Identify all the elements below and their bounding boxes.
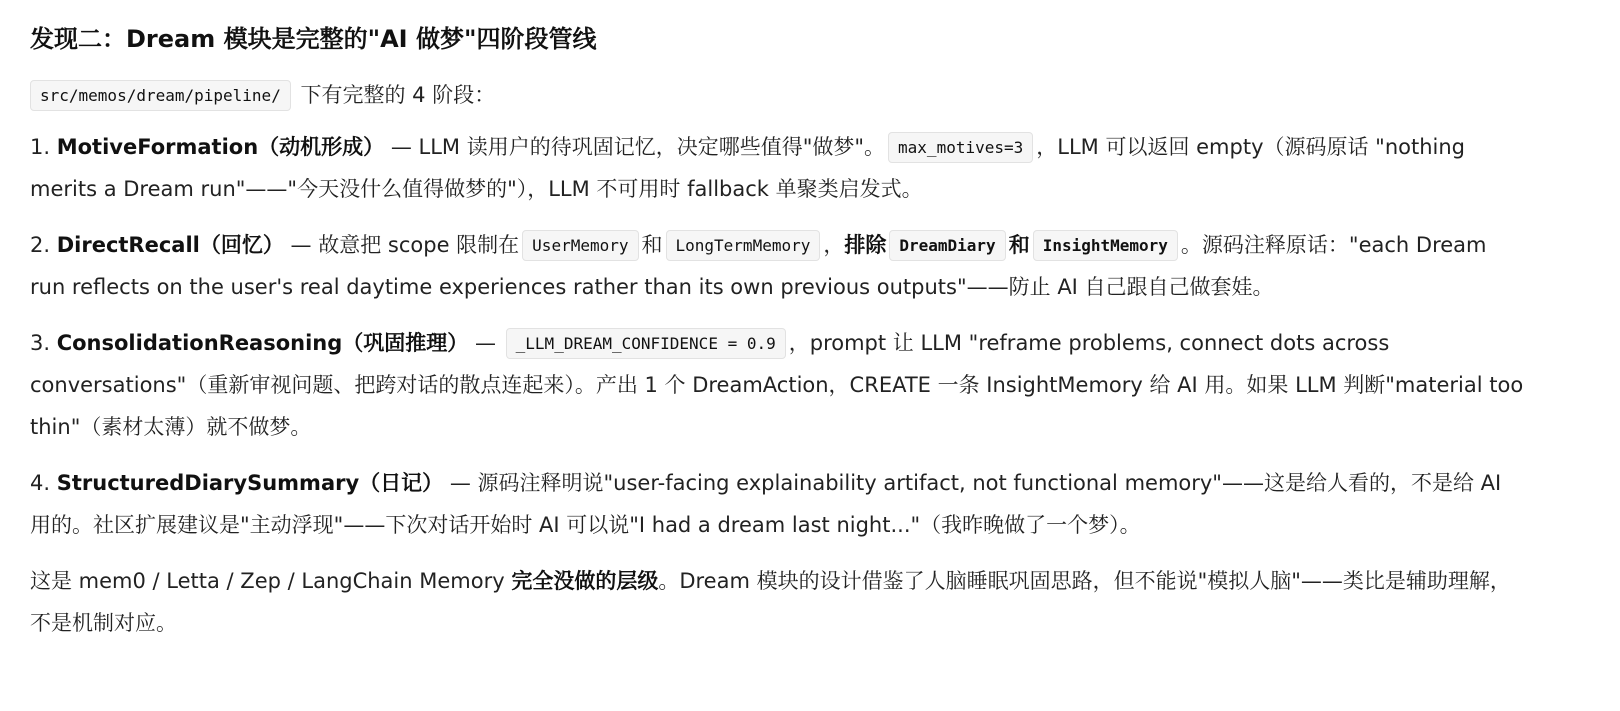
conclusion-paragraph <box>30 560 1525 644</box>
pipeline-path-code: src/memos/dream/pipeline/ <box>30 80 291 111</box>
step-text: ， <box>823 233 845 257</box>
pipeline-path-text: 下有完整的 4 阶段： <box>293 83 496 107</box>
conclusion-text: 。Dream 模块的设计借鉴了人脑睡眠巩固思路，但不能说"模拟人脑"——类比是辅助理解，不是机制对应。 <box>30 569 1511 635</box>
long-term-memory-code: LongTermMemory <box>666 230 821 261</box>
user-memory-code: UserMemory <box>522 230 638 261</box>
step-text: ，prompt 让 LLM "reframe problems, connect dots across conversations"（重新审视问题、把跨对话的散点连起来）。产出 1 个 DreamAction，CREATE 一条 InsightMemory 给 AI 用。如果 LLM 判断"material too thin"（素材太薄）就不做梦。 <box>30 331 1524 439</box>
dream-diary-code: DreamDiary <box>889 230 1005 261</box>
conclusion-text: 这是 mem0 / Letta / Zep / LangChain Memory <box>30 569 512 593</box>
step-number: 3. <box>30 331 57 355</box>
step-text: — LLM 读用户的待巩固记忆，决定哪些值得"做梦"。 <box>384 135 886 159</box>
step-text: ，LLM 可以返回 empty（源码原话 "nothing merits a Dream run"——"今天没什么值得做梦的"），LLM 不可用时 fallback 单聚类启发式。 <box>30 135 1466 201</box>
insight-memory-code: InsightMemory <box>1033 230 1178 261</box>
step-name: DirectRecall（回忆） <box>56 233 284 257</box>
step-text: — 源码注释明说"user-facing explainability artifact, not functional memory"——这是给人看的，不是给 AI 用的。社区扩展建议是"主动浮现"——下次对话开始时 AI 可以说"I had a dream last night..."（我昨晚做了一个梦）。 <box>30 471 1502 537</box>
step-text: — 故意把 scope 限制在 <box>283 233 520 257</box>
step-structured-diary-summary <box>30 462 1525 546</box>
conclusion-emphasis: 完全没做的层级 <box>511 569 659 593</box>
section-title: 发现二：Dream 模块是完整的"AI 做梦"四阶段管线 <box>30 25 597 53</box>
step-consolidation-reasoning <box>30 322 1525 448</box>
step-number: 2. <box>30 233 57 257</box>
step-motive-formation <box>30 126 1525 210</box>
step-direct-recall <box>30 224 1525 308</box>
dream-confidence-code: _LLM_DREAM_CONFIDENCE = 0.9 <box>506 328 786 359</box>
exclude-label: 排除 <box>844 233 887 257</box>
step-text: 和 <box>641 233 663 257</box>
step-text: 。源码注释原话："each Dream run reflects on the user's real daytime experiences rather than its own previous outputs"——防止 AI 自己跟自己做套娃。 <box>30 233 1487 299</box>
step-name: ConsolidationReasoning（巩固推理） <box>56 331 469 355</box>
step-number: 1. <box>30 135 57 159</box>
max-motives-code: max_motives=3 <box>888 132 1033 163</box>
step-name: StructuredDiarySummary（日记） <box>56 471 444 495</box>
pipeline-path-line <box>30 74 1525 116</box>
and-label: 和 <box>1008 233 1030 257</box>
step-name: MotiveFormation（动机形成） <box>56 135 385 159</box>
step-text: — <box>468 331 503 355</box>
step-number: 4. <box>30 471 57 495</box>
